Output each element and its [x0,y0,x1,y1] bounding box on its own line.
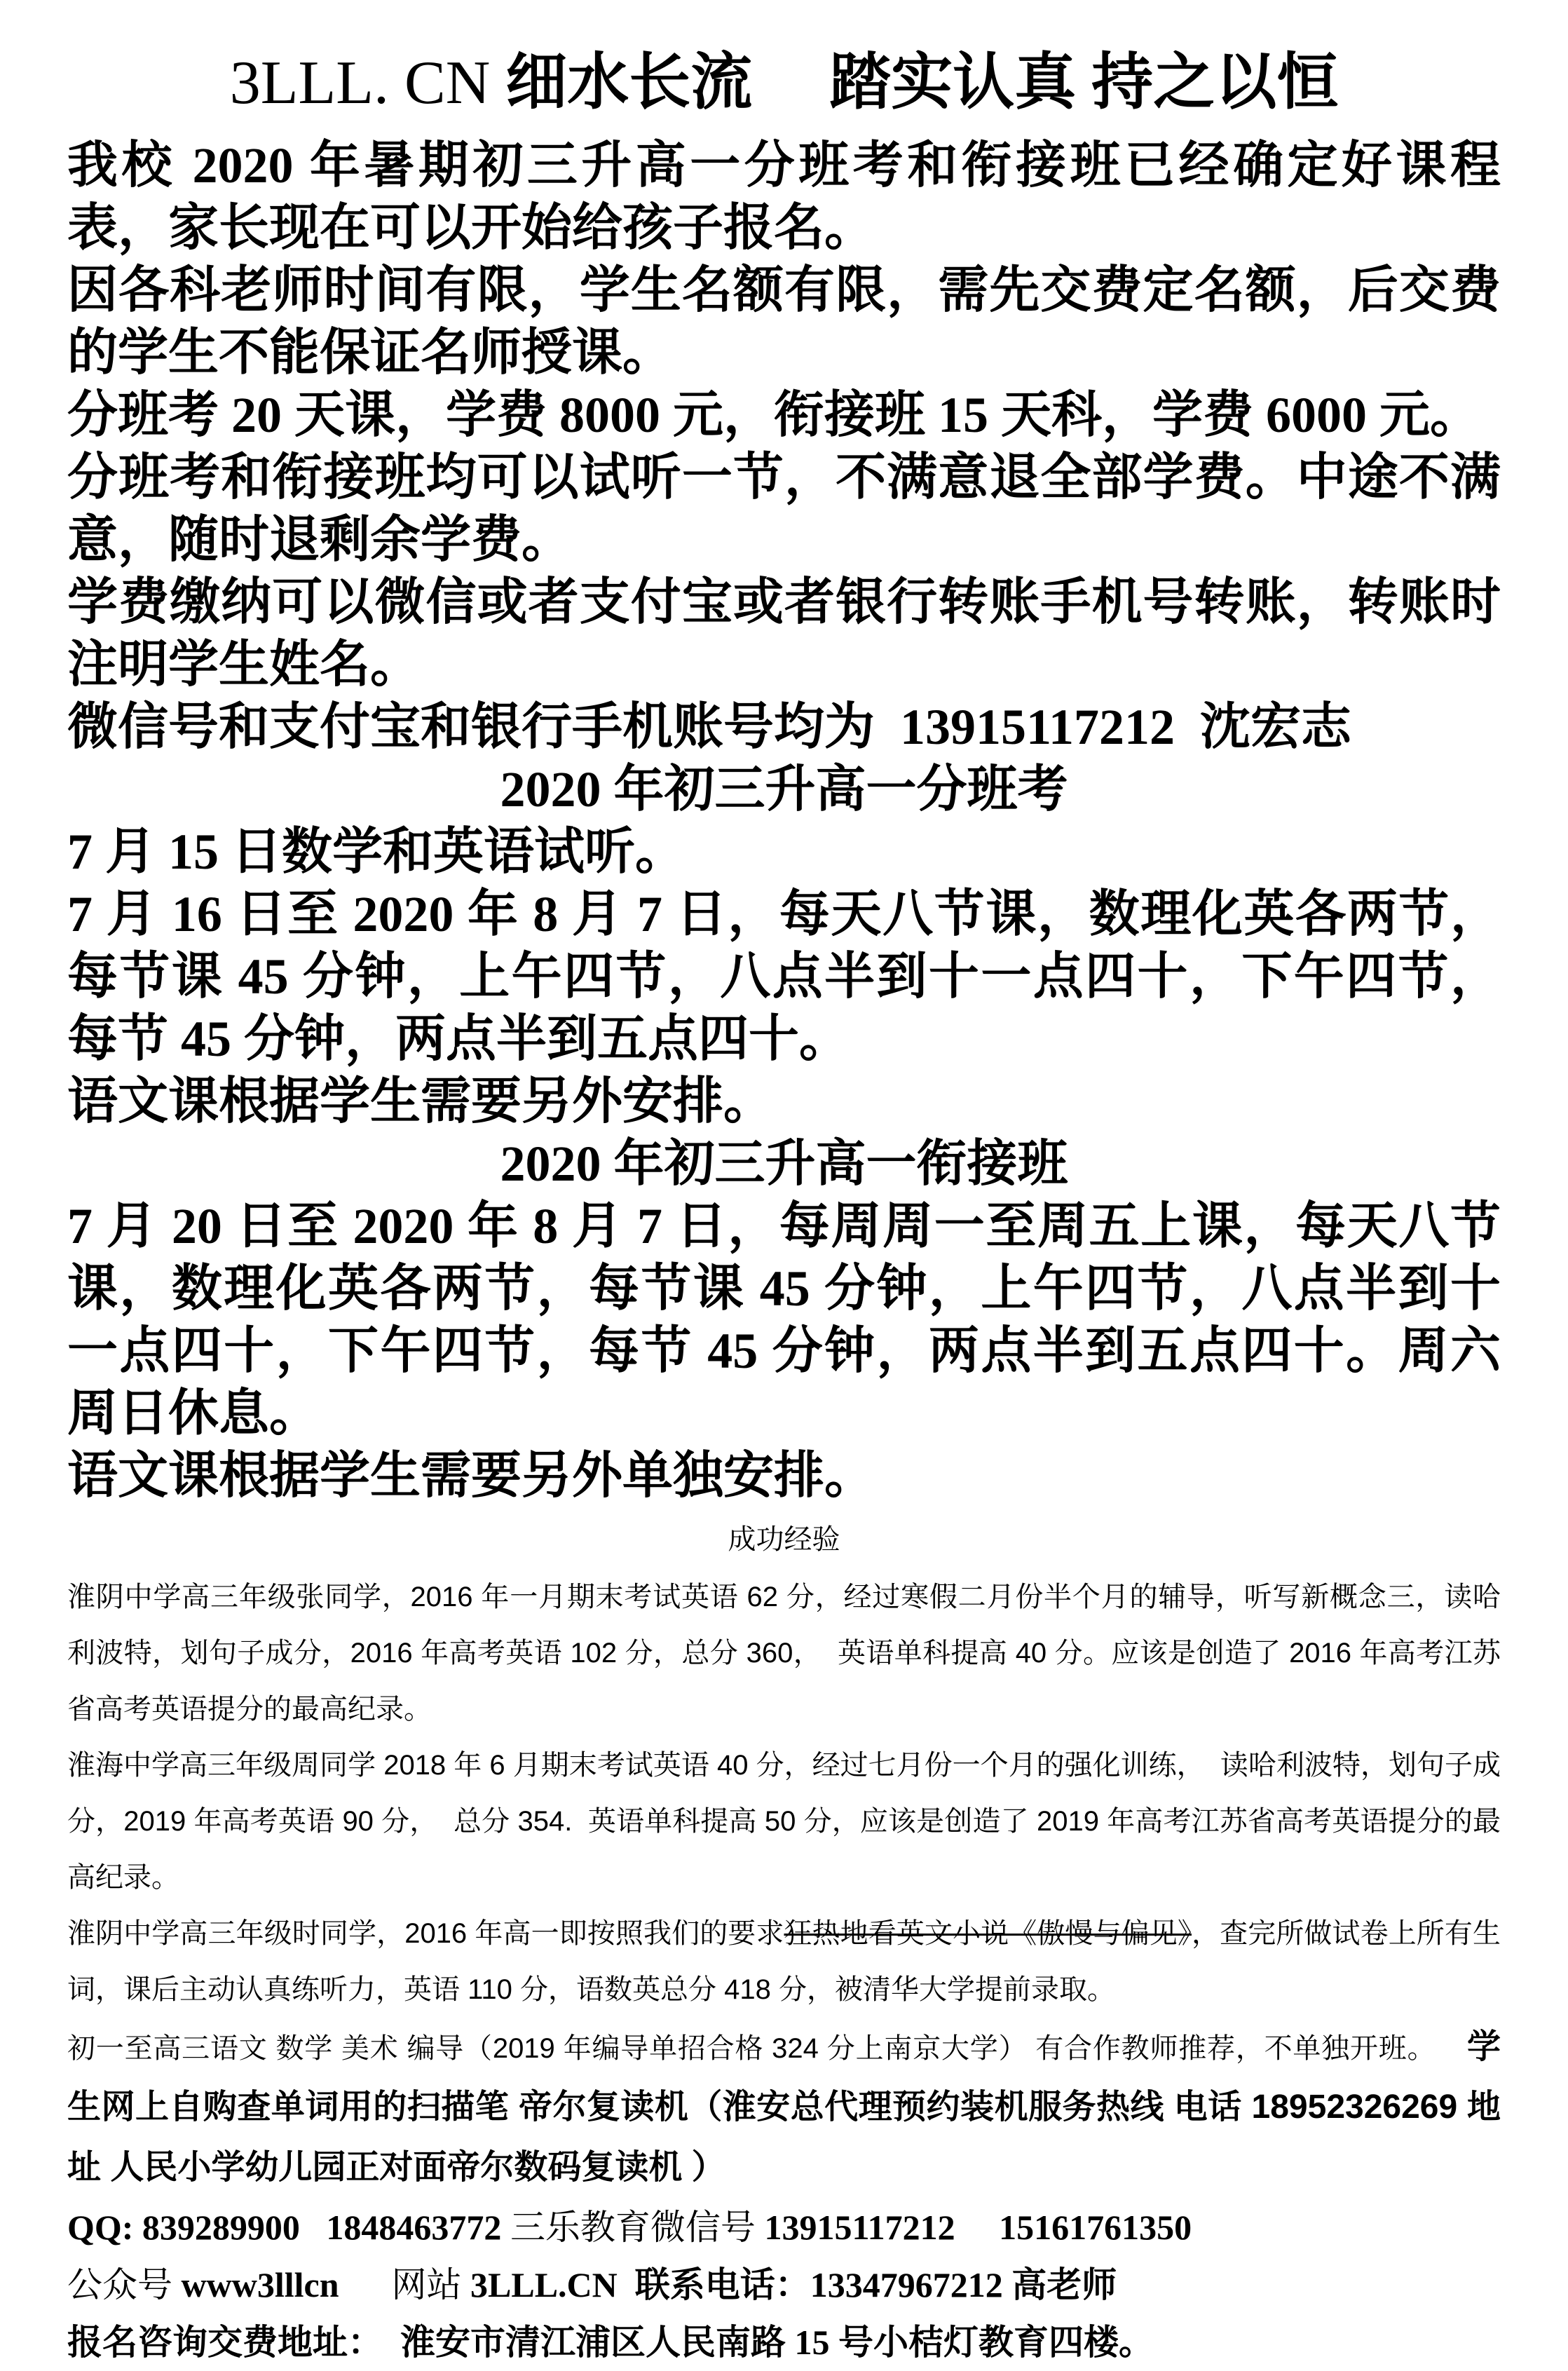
xianjie-paragraph-2: 语文课根据学生需要另外单独安排。 [67,1448,875,1504]
website-label: 网站 [339,2265,470,2304]
success-section-heading: 成功经验 [728,1524,840,1555]
success-story-2: 淮海中学高三年级周同学 2018 年 6 月期末考试英语 40 分，经过七月份一个月的强化训练， 读哈利波特，划句子成分，2019 年高考英语 90 分， 总分 354. 英语单科提高 50 分，应该是创造了 2019 年高考江苏省高考英语提分的最高纪录。 [67,1750,1501,1893]
title-slogan: 细水长流 踏实认真 持之以恒 [505,49,1339,117]
courses-paragraph [67,2018,1501,2199]
registration-address-line: 报名咨询交费地址： 淮安市清江浦区人民南路 15 号小桔灯教育四楼。 [67,2323,1154,2362]
intro-paragraph-3: 分班考 20 天课，学费 8000 元，衔接班 15 天科，学费 6000 元。 [67,387,1481,443]
wechat-numbers: 13915117212 15161761350 [764,2208,1192,2247]
courses-bold-text: 学生网上自购查单词用的扫描笔 帝尔复读机（淮安总代理预约装机服务热线 电话 18952326269 地址 人民小学幼儿园正对面帝尔数码复读机 ） [67,2028,1501,2186]
public-account-id: www3lllcn [181,2265,339,2304]
fenban-paragraph-2: 7 月 16 日至 2020 年 8 月 7 日，每天八节课，数理化英各两节，每节课 45 分钟，上午四节，八点半到十一点四十，下午四节，每节 45 分钟，两点半到五点四十。 [67,886,1501,1067]
website-url: 3LLL.CN [470,2265,618,2304]
story3-strikethrough-text: 狂热地看英文小说《傲慢与偏见》 [784,1918,1192,1949]
page-title [67,42,1501,125]
success-story-1: 淮阴中学高三年级张同学，2016 年一月期末考试英语 62 分，经过寒假二月份半个月的辅导，听写新概念三，读哈利波特，划句子成分，2016 年高考英语 102 分，总分 360， 英语单科提高 40 分。应该是创造了 2016 年高考江苏省高考英语提分的最高纪录。 [67,1582,1501,1725]
success-story-3 [67,1905,1501,2018]
intro-paragraph-4: 分班考和衔接班均可以试听一节，不满意退全部学费。中途不满意，随时退剩余学费。 [67,449,1501,568]
intro-paragraph-1: 我校 2020 年暑期初三升高一分班考和衔接班已经确定好课程表，家长现在可以开始给孩子报名。 [67,137,1501,256]
fenban-paragraph-3: 语文课根据学生需要另外安排。 [67,1073,775,1129]
intro-paragraph-2: 因各科老师时间有限，学生名额有限，需先交费定名额，后交费的学生不能保证名师授课。 [67,262,1501,381]
story3-text-before: 淮阴中学高三年级时同学，2016 年高一即按照我们的要求 [67,1918,784,1949]
intro-paragraph-6: 微信号和支付宝和银行手机账号均为 13915117212 沈宏志 [67,699,1352,755]
qq-contact-line [67,2199,1501,2256]
fenban-section-heading: 2020 年初三升高一分班考 [500,761,1068,817]
wechat-label: 三乐教育微信号 [510,2208,765,2247]
story3-text-after: ，查完所做试卷上所有生词，课后主动认真练听力，英语 110 分，语数英总分 418 分，被清华大学提前录取。 [67,1918,1501,2005]
xianjie-paragraph-1: 7 月 20 日至 2020 年 8 月 7 日，每周周一至周五上课，每天八节课，数理化英各两节，每节课 45 分钟，上午四节，八点半到十一点四十，下午四节，每节 45 分钟，两点半到五点四十。周六周日休息。 [67,1198,1501,1441]
intro-paragraph-5: 学费缴纳可以微信或者支付宝或者银行转账手机号转账，转账时注明学生姓名。 [67,574,1501,693]
contact-phone: 联系电话：13347967212 高老师 [617,2265,1117,2304]
courses-normal-text: 初一至高三语文 数学 美术 编导（2019 年编导单招合格 324 分上南京大学） 有合作教师推荐，不单独开班。 [67,2033,1467,2064]
site-domain-text: 3LLL. CN [229,49,506,117]
fenban-paragraph-1: 7 月 15 日数学和英语试听。 [67,824,686,880]
xianjie-section-heading: 2020 年初三升高一衔接班 [500,1136,1068,1192]
qq-numbers: QQ: 839289900 1848463772 [67,2208,510,2247]
public-account-label: 公众号 [67,2265,182,2304]
public-account-line [67,2256,1501,2314]
